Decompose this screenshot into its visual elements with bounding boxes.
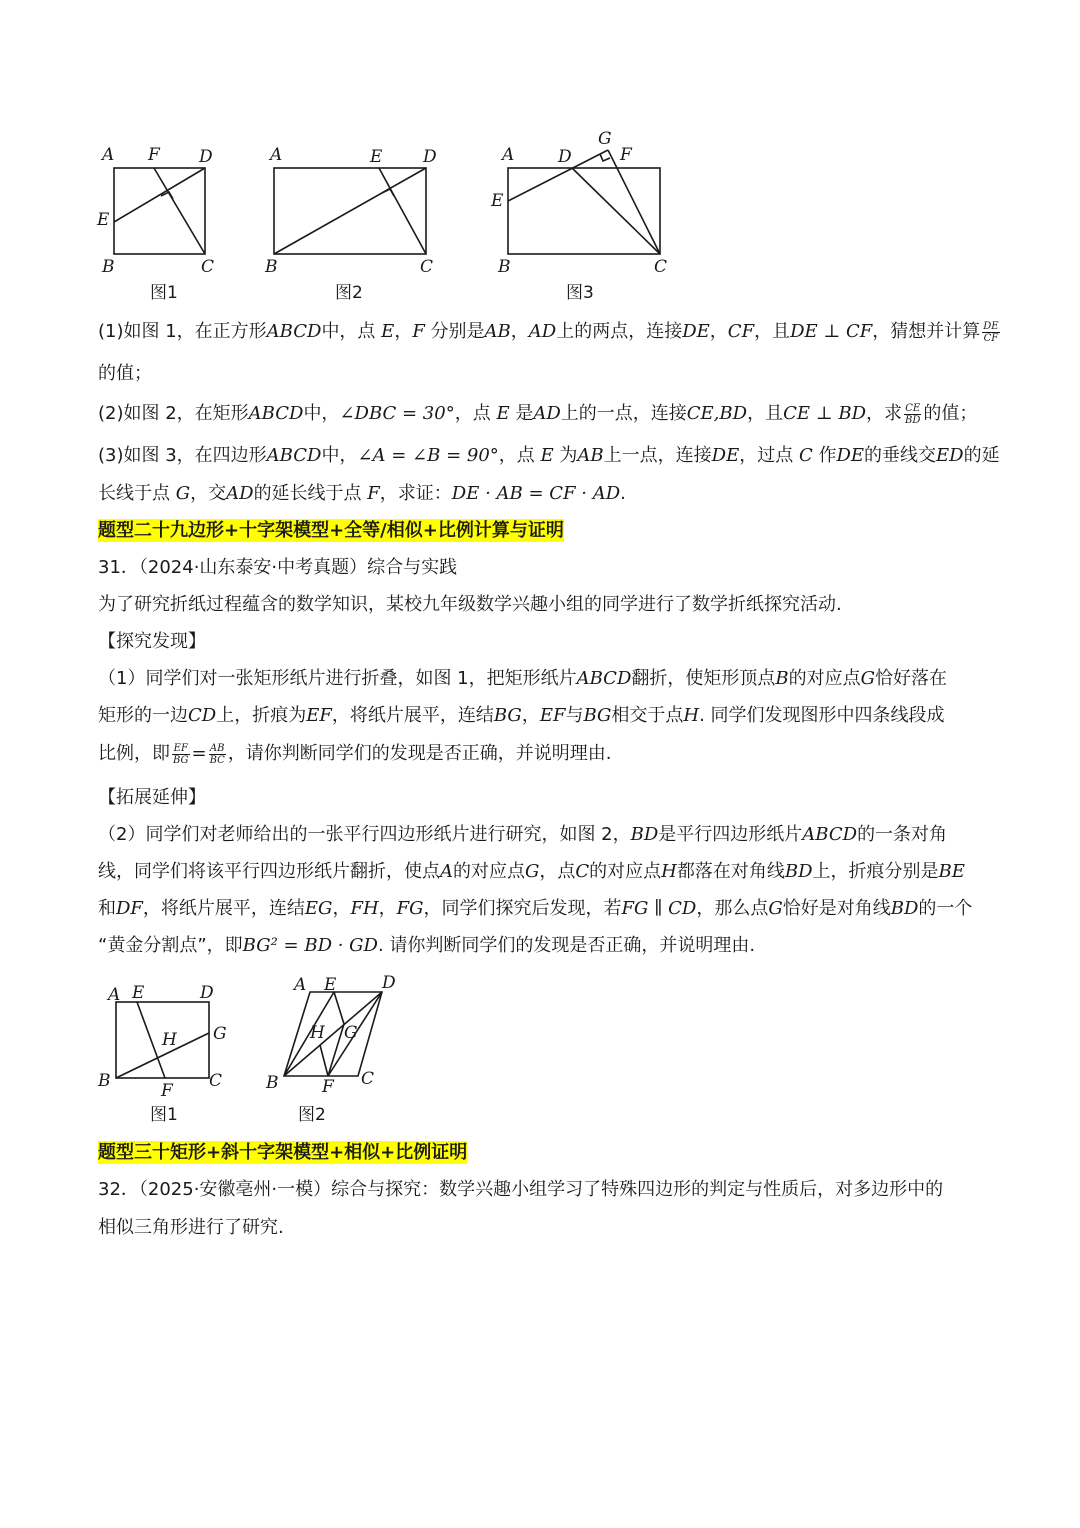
label-g: G [213, 1024, 227, 1044]
segment-gc [608, 150, 660, 254]
label-b: B [266, 1073, 279, 1093]
q31-section-extend: 【拓展延伸】 [98, 787, 206, 808]
q31-part2-line1: （2）同学们对老师给出的一张平行四边形纸片进行研究，如图 2，BD是平行四边形纸片ABCD的一条对角 [98, 824, 948, 845]
label-d: D [199, 147, 213, 167]
label-c: C [209, 1071, 223, 1091]
fraction-ce-bd: $\frac{CE}{BD}$ [905, 402, 921, 426]
q31-section-explore: 【探究发现】 [98, 631, 206, 652]
figure-q30-fig2 [260, 130, 460, 310]
q31-part1-line3: 比例，即 $\frac{EF}{BG}$ = $\frac{AB}{BC}$ ，请你判断同学们的发现是否正确，并说明理由. [98, 742, 612, 766]
segment-dc [572, 168, 660, 254]
label-b: B [498, 257, 511, 277]
q30-part1-line1: (1)如图 1，在正方形ABCD中，点 E，F 分别是AB，AD上的两点，连接DE，CF，且DE ⊥ CF，猜想并计算 $\frac{DE}{CF}$ [98, 320, 999, 344]
q31-part1-line2: 矩形的一边CD上，折痕为EF，将纸片展平，连结BG，EF与BG相交于点H. 同学们发现图形中四条线段成 [98, 705, 945, 726]
section-heading-30: 题型三十矩形+斜十字架模型+相似+比例证明 [98, 1142, 468, 1163]
quadrilateral-abcd [508, 168, 660, 254]
q31-part2-line3: 和DF，将纸片展平，连结EG，FH，FG，同学们探究后发现，若FG ∥ CD，那么点G恰好是对角线BD的一个 [98, 898, 973, 919]
label-a: A [102, 145, 115, 165]
caption-fig1: 图1 [150, 1105, 178, 1125]
q30-part2: (2)如图 2，在矩形ABCD中，∠DBC = 30°，点 E 是AD上的一点，连接CE,BD，且CE ⊥ BD，求 $\frac{CE}{BD}$ 的值； [98, 402, 978, 426]
fraction-ef-bg: $\frac{EF}{BG}$ [173, 742, 189, 766]
label-a: A [294, 975, 307, 995]
label-c: C [654, 257, 668, 277]
q31-intro: 为了研究折纸过程蕴含的数学知识，某校九年级数学兴趣小组的同学进行了数学折纸探究活动. [98, 594, 842, 615]
square-abcd [114, 168, 205, 254]
label-b: B [98, 1071, 111, 1091]
q31-part2-line4: “黄金分割点”，即BG² = BD · GD. 请你判断同学们的发现是否正确，并说明理由. [98, 935, 756, 956]
label-f: F [322, 1077, 334, 1097]
label-h: H [310, 1023, 325, 1043]
label-c: C [201, 257, 215, 277]
label-g: G [344, 1023, 358, 1043]
label-f: F [620, 145, 632, 165]
figure-q31-fig2 [262, 968, 412, 1130]
label-b: B [265, 257, 278, 277]
q31-part2-line2: 线，同学们将该平行四边形纸片翻折，使点A的对应点G，点C的对应点H都落在对角线BD上，折痕分别是BE [98, 861, 965, 882]
caption-fig1: 图1 [150, 283, 178, 303]
q31-part1-line1: （1）同学们对一张矩形纸片进行折叠，如图 1，把矩形纸片ABCD翻折，使矩形顶点B的对应点G恰好落在 [98, 668, 948, 689]
segment-be [284, 992, 334, 1076]
label-e: E [97, 210, 110, 230]
label-a: A [270, 145, 283, 165]
q30-part3-line1: (3)如图 3，在四边形ABCD中，∠A = ∠B = 90°，点 E 为AB上一点，连接DE，过点 C 作DE的垂线交ED的延 [98, 445, 1000, 466]
label-g: G [598, 130, 612, 149]
segment-eg [334, 992, 344, 1024]
label-e: E [132, 983, 145, 1003]
label-a: A [502, 145, 515, 165]
segment-fh [320, 1045, 328, 1076]
diagonal-bd [284, 992, 382, 1076]
section-heading-29: 题型二十九边形+十字架模型+全等/相似+比例计算与证明 [98, 520, 564, 541]
label-d: D [382, 973, 396, 993]
label-d: D [558, 147, 572, 167]
label-e: E [370, 147, 383, 167]
label-c: C [361, 1069, 375, 1089]
figure-q30-fig3 [488, 130, 688, 310]
figure-q31-fig1 [92, 972, 242, 1130]
right-angle-mark [600, 154, 610, 161]
caption-fig2: 图2 [298, 1105, 326, 1125]
q32-line1: 32．（2025·安徽亳州·一模）综合与探究：数学兴趣小组学习了特殊四边形的判定与性质后，对多边形中的 [98, 1179, 944, 1200]
label-e: E [491, 191, 504, 211]
fraction-ab-bc: $\frac{AB}{BC}$ [209, 742, 225, 766]
label-h: H [162, 1030, 177, 1050]
label-f: F [161, 1081, 173, 1101]
label-a: A [108, 985, 121, 1005]
figure-q30-fig1 [90, 130, 230, 310]
label-c: C [420, 257, 434, 277]
q32-line2: 相似三角形进行了研究. [98, 1217, 284, 1238]
caption-fig2: 图2 [335, 283, 363, 303]
q31-title: 31．（2024·山东泰安·中考真题）综合与实践 [98, 557, 458, 578]
right-angle-mark [382, 189, 394, 196]
segment-fc [154, 168, 205, 254]
fraction-de-cf: $\frac{DE}{CF}$ [983, 320, 999, 344]
caption-fig3: 图3 [566, 283, 594, 303]
label-d: D [200, 983, 214, 1003]
label-e: E [324, 975, 337, 995]
label-f: F [148, 145, 160, 165]
label-d: D [423, 147, 437, 167]
label-b: B [102, 257, 115, 277]
q30-part1-line2: 的值； [98, 363, 152, 384]
q30-part3-line2: 长线于点 G，交AD的延长线于点 F，求证：DE · AB = CF · AD. [98, 483, 626, 504]
